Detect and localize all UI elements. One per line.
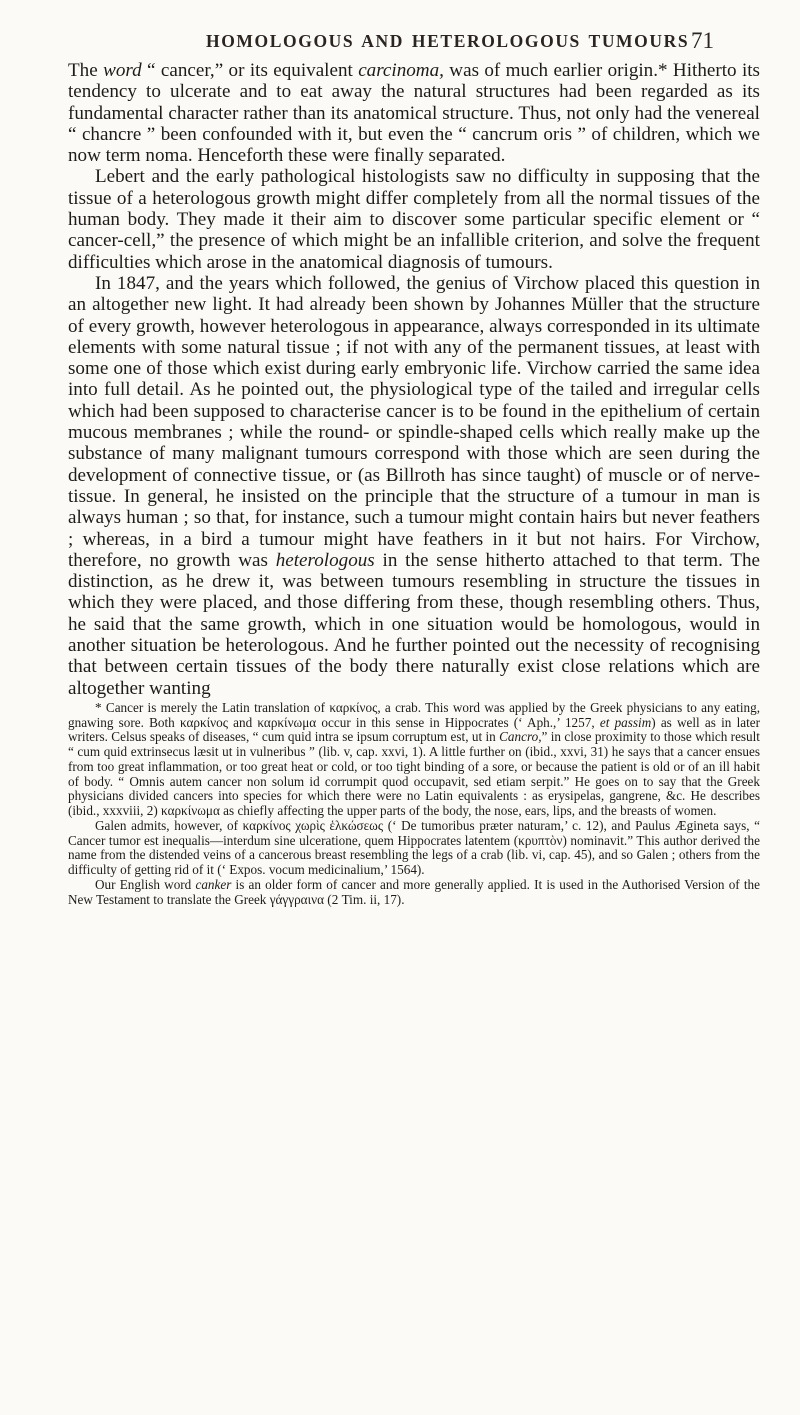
- text-run: is an older form of cancer and more generally applied. It is used in the Authorised Version of the New Testament to translate the Greek γάγγραινα (2 Tim. ii, 17).: [68, 876, 760, 907]
- italic-canker: canker: [195, 876, 232, 892]
- italic-word: word: [103, 60, 142, 81]
- italic-cancro: Cancro,: [499, 729, 542, 745]
- page-header: [68, 0, 760, 60]
- italic-passim: et passim: [599, 714, 652, 730]
- text-run: was of much earlier origin.* Hitherto its tendency to ulcerate and to eat away the natural structures had been regarded as its fundamental character rather than its anatomical structure. Thus, not only had the venereal “ chancre ” been confounded with it, but even the “ cancrum oris ” of children, which we now term noma. Henceforth these were finally separated.: [68, 60, 760, 167]
- footnotes: [68, 701, 760, 908]
- paragraph-lebert: Lebert and the early pathological histologists saw no difficulty in supposing that the tissue of a heterologous growth might differ completely from all the normal tissues of the human body. They made it their aim to discover some particular specific element or “ cancer-cell,” the presence of which might be an infallible criterion, and solve the frequent difficulties which arose in the anatomical diagnosis of tumours.: [68, 166, 760, 273]
- text-run: Our English word: [95, 876, 196, 892]
- page-number: 71: [691, 28, 714, 53]
- text-run: * Cancer is merely the Latin translation of καρκίνος, a crab. This word was applied by the Greek physicians to any eating, gnawing sore. Both καρκίνος and καρκίνωμα occur in this sense in Hippocrates (‘ Aph.,’ 1257,: [68, 699, 760, 730]
- text-run: ” in close proximity to those which result “ cum quid extrinsecus læsit ut in vulneribus ” (lib. v, cap. xxvi, 1). A little further on (ibid., xxvi, 31) he says that a cancer ensues from too great inflammation, or too great heat or cold, or too tight binding of a sore, or because the patient is old or of an ill habit of body. “ Omnis autem cancer non solum id corrumpit quod occupavit, sed etiam serpit.” He goes on to say that the Greek physicians divided cancers into species for which there were no Latin equivalents : as erysipelas, gangrene, &c. He describes (ibid., xxxviii, 2) καρκίνωμα as chiefly affecting the upper parts of the body, the nose, ears, lips, and the breasts of women.: [68, 729, 760, 819]
- main-text: [68, 60, 760, 699]
- text-run: ) as well as in later writers. Celsus speaks of diseases, “ cum quid intra se ipsum corruptum est, ut in: [68, 714, 761, 745]
- text-run: in the sense hitherto attached to that term. The distinction, as he drew it, was between tumours resembling in structure the tissues in which they were placed, and those differing from these, though resembling others. Thus, he said that the same growth, which in one situation would be homologous, would in another situation be heterologous. And he further pointed out the necessity of recognising that between certain tissues of the body there naturally exist close relations which are altogether wanting: [68, 549, 760, 699]
- text-run: “ cancer,” or its equivalent: [141, 60, 359, 81]
- paragraph-virchow: [68, 273, 760, 699]
- italic-heterologous: heterologous: [275, 549, 375, 571]
- footnote-canker: [68, 878, 760, 908]
- running-head: HOMOLOGOUS AND HETEROLOGOUS TUMOURS: [206, 31, 690, 51]
- text-run: In 1847, and the years which followed, the genius of Virchow placed this question in an altogether new light. It had already been shown by Johannes Müller that the structure of every growth, however heterologous in appearance, always corresponded in its ultimate elements with some natural tissue ; if not with any of the permanent tissues, at least with some one of those which exist during early embryonic life. Virchow carried the same idea into full detail. As he pointed out, the physiological type of the tailed and irregular cells which had been supposed to characterise cancer is to be found in the epithelium of certain mucous membranes ; while the round- or spindle-shaped cells which really make up the substance of many malignant tumours correspond with those which are seen during the development of connective tissue, or (as Billroth has since taught) of muscle or of nerve-tissue. In general, he insisted on the principle that the structure of a tumour in man is always human ; so that, for instance, such a tumour might contain hairs but never feathers ; whereas, in a bird a tumour might have feathers in it but not hairs. For Virchow, therefore, no growth was: [68, 272, 760, 571]
- italic-carcinoma: carcinoma,: [358, 60, 444, 81]
- paragraph-cancer-origin: [68, 60, 760, 166]
- footnote-cancer: [68, 701, 760, 819]
- footnote-galen: Galen admits, however, of καρκίνος χωρὶς ἑλκώσεως (‘ De tumoribus præter naturam,’ c. 12), and Paulus Ægineta says, “ Cancer tumor est inequalis—interdum sine ulceratione, quem Hippocrates latentem (κρυπτὸν) nominavit.” This author derived the name from the distended veins of a cancerous breast resembling the legs of a crab (lib. vi, cap. 45), and so Galen ; others from the difficulty of getting rid of it (‘ Expos. vocum medicinalium,’ 1564).: [68, 817, 760, 878]
- text-run: The: [68, 60, 104, 81]
